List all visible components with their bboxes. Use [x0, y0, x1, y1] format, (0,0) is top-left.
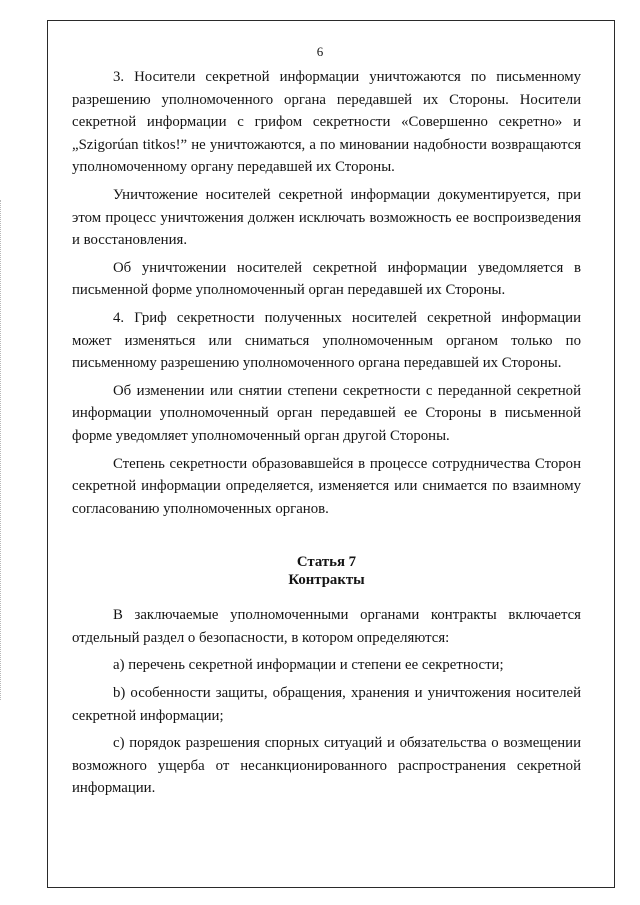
- paragraph-classification-change: 4. Гриф секретности полученных носителей секретной информации может изменяться или сниматься уполномоченным органом только по письменному разрешению уполномоченного органа передавшей их Стороны.: [72, 309, 581, 372]
- list-item-b: b) особенности защиты, обращения, хранения и уничтожения носителей секретной информации;: [72, 685, 581, 724]
- article-heading: [72, 553, 581, 589]
- page-number: 6: [316, 44, 324, 59]
- article-number: Статья 7: [296, 554, 357, 571]
- list-item-c: с) порядок разрешения спорных ситуаций и обязательства о возмещении возможного ущерба от несанкционированного распространения секретной информации.: [72, 735, 581, 797]
- paragraph-destruction-documented: Уничтожение носителей секретной информации документируется, при этом процесс уничтожения должен исключать возможность ее воспроизведения и восстановления.: [72, 186, 581, 249]
- article-title: Контракты: [288, 572, 365, 589]
- paragraph-classification-notice: Об изменении или снятии степени секретности с переданной секретной информации уполномоченный орган передавшей ее Стороны в письменной форме уведомляет уполномоченный орган другой Стороны.: [72, 382, 581, 444]
- paragraph-destruction-permission: 3. Носители секретной информации уничтожаются по письменному разрешению уполномоченного органа передавшей их Стороны. Носители секретной информации с грифом секретности «Совершенно секретно» и „Szigorúan titkos!” не уничтожаются, а по миновании надобности возвращаются уполномоченному органу передавшей их Стороны.: [72, 69, 581, 176]
- scan-edge-marks: [0, 200, 7, 700]
- paragraph-contracts-intro: В заключаемые уполномоченными органами контракты включается отдельный раздел о безопасности, в котором определяются:: [72, 607, 581, 646]
- paragraph-joint-information: Степень секретности образовавшейся в процессе сотрудничества Сторон секретной информации определяется, изменяется или снимается по взаимному согласованию уполномоченных органов.: [72, 455, 581, 517]
- document-body: [72, 66, 581, 805]
- list-item-a: а) перечень секретной информации и степени ее секретности;: [113, 657, 504, 674]
- paragraph-destruction-notification: Об уничтожении носителей секретной информации уведомляется в письменной форме уполномоченный орган передавшей их Стороны.: [72, 259, 581, 299]
